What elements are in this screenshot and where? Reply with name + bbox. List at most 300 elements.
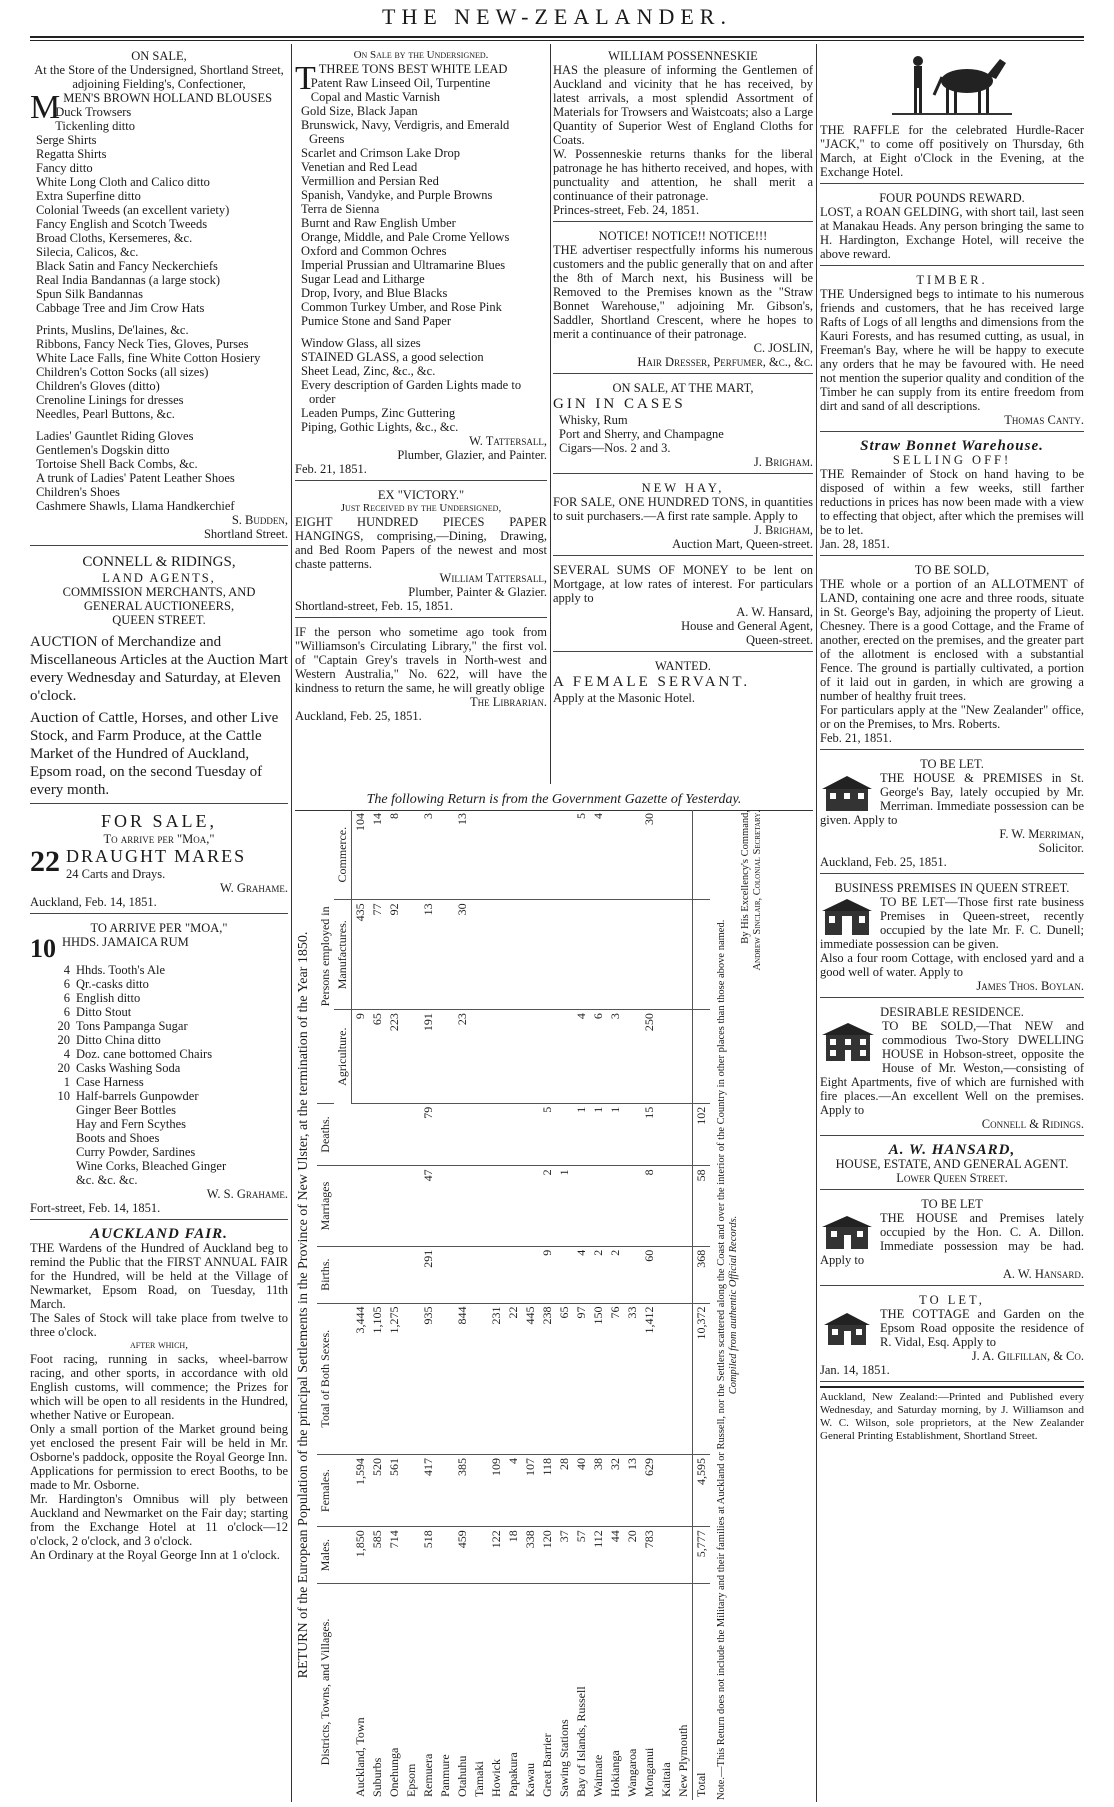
table-cell [369, 1103, 386, 1166]
table-title: RETURN of the European Population of the principal Settlements in the Province of New Ulster, at the termination of the Year 1850. [296, 931, 311, 1679]
table-cell [607, 810, 624, 900]
ad-date: Shortland-street, Feb. 15, 1851. [295, 599, 453, 613]
table-cell [352, 1166, 370, 1246]
list-item: Scarlet and Crimson Lake Drop [301, 146, 460, 160]
table-cell [505, 1166, 522, 1246]
table-cell: 37 [556, 1527, 573, 1584]
ad-paragraph: FOR SALE, ONE HUNDRED TONS, in quantities to suit purchasers.—A first rate sample. Apply to [553, 495, 813, 523]
list-item: Ribbons, Fancy Neck Ties, Gloves, Purses [36, 337, 249, 351]
list-item: Venetian and Red Lead [301, 160, 418, 174]
column-4 [820, 46, 1084, 1801]
table-cell: 40 [573, 1454, 590, 1526]
table-cell: 629 [641, 1454, 658, 1526]
list-item: Fancy English and Scotch Tweeds [36, 217, 208, 231]
ad-budden [30, 46, 288, 546]
column-divider [550, 44, 551, 784]
ad-paragraph: EIGHT HUNDRED PIECES PAPER HANGINGS, comprising,—Dining, Drawing, and Bed Room Papers of the newest and most chaste patterns. [295, 515, 547, 571]
column-divider [816, 44, 817, 1802]
table-cell [403, 1010, 420, 1104]
table-cell-district: Tamaki [472, 1761, 486, 1797]
table-cell [522, 1010, 539, 1104]
table-cell: 561 [386, 1454, 403, 1526]
table-cell [471, 1303, 488, 1454]
table-cell-district: Onehunga [387, 1747, 401, 1797]
ad-paragraph: Apply at the Masonic Hotel. [553, 691, 695, 705]
table-cell [675, 1303, 693, 1454]
table-cell: 44 [607, 1527, 624, 1584]
table-cell [437, 810, 454, 900]
list-item: Cashmere Shawls, Llama Handkerchief [36, 499, 235, 513]
table-cell [471, 1246, 488, 1303]
population-table-rotated [295, 810, 813, 1800]
ad-rum [30, 918, 288, 1220]
table-cell: 9 [539, 1246, 556, 1303]
signature-title: Hair Dresser, Perfumer, &c., &c. [637, 355, 813, 369]
table-cell [624, 1246, 641, 1303]
list-item: Gold Size, Black Japan [301, 104, 418, 118]
table-cell: 97 [573, 1303, 590, 1454]
table-cell [505, 1010, 522, 1104]
table-row [641, 810, 658, 1800]
list-item: Terra de Sienna [301, 202, 380, 216]
ad-notice-joslin [553, 226, 813, 374]
ad-title: TO BE LET [921, 1197, 983, 1211]
ad-line: GENERAL AUCTIONEERS, [83, 599, 235, 613]
ad-paragraph: LOST, a ROAN GELDING, with short tail, last seen at Manakau Heads. Any person bringing the same to H. Hardington, Exchange Hotel, will receive the above reward. [820, 205, 1084, 261]
list-item: Cabbage Tree and Jim Crow Hats [36, 301, 205, 315]
ad-paragraph: Auction of Cattle, Horses, and other Live Stock, and Farm Produce, at the Cattle Market of the Hundred of Auckland, Epsom road, on the second Tuesday of every month. [30, 710, 279, 798]
ad-paragraph: THE Undersigned begs to intimate to his numerous friends and customers, that he has received large Rafts of Logs of all lengths and dimensions from the Kauri Forests, and has resumed cutting, as usual, in Freeman's Bay, where he will be happy to execute any orders that he may be favoured with. He need not mention the superior quality and condition of the Timber he can supply from its entire freedom from dirt and sand of all descriptions. [820, 287, 1084, 413]
table-cell: 38 [590, 1454, 607, 1526]
table-cell-district: Great Barrier [540, 1733, 554, 1797]
list-item: Serge Shirts [36, 133, 97, 147]
total-males: 5,777 [693, 1527, 711, 1584]
table-cell: 109 [488, 1454, 505, 1526]
table-cell [624, 810, 641, 900]
list-item: Fancy ditto [36, 161, 93, 175]
table-cell [607, 1166, 624, 1246]
signature: S. Budden, [231, 513, 288, 527]
ad-paragraph: THE whole or a portion of an ALLOTMENT of LAND, containing one acre and three roods, situate in St. George's Bay, adjoining the property of Lieut. Chesney. There is a good Cottage, and the Frame of another, erected on the premises, and the greater part of the allotment is enclosed with a substantial Fence. The ground is partially cultivated, a portion of it laid out in garden, in which are growing a number of healthy fruit trees. [820, 577, 1084, 703]
list-item: A trunk of Ladies' Patent Leather Shoes [36, 471, 235, 485]
table-cell [556, 1010, 573, 1104]
list-item: Colonial Tweeds (an excellent variety) [36, 203, 230, 217]
ad-paragraph: IF the person who sometime ago took from "Williamson's Circulating Library," the first vol. of "Captain Grey's travels in North-west and Western Australia," No. 622, will have the kindness to return the same, he will greatly oblige [295, 625, 547, 695]
table-cell: 783 [641, 1527, 658, 1584]
table-cell [437, 1454, 454, 1526]
ad-straw-bonnet [820, 436, 1084, 556]
ad-paragraph: W. Possenneskie returns thanks for the liberal patronage he has hitherto received, and hopes, with punctuality and attention, he shall merit a continuance of their patronage. [553, 147, 813, 203]
col-header-deaths: Deaths. [317, 1103, 352, 1166]
list-item: Every description of Garden Lights made to order [301, 378, 522, 406]
list-item [30, 1005, 288, 1019]
list-item: Vermillion and Persian Red [301, 174, 439, 188]
ad-gin [553, 378, 813, 474]
ad-hansard [820, 1140, 1084, 1190]
signature: C. JOSLIN, [753, 341, 813, 355]
item-quantity: 10 [57, 1089, 70, 1103]
col-header-district: Districts, Towns, and Villages. [318, 1618, 332, 1766]
list-item [30, 977, 288, 991]
ad-heading: On Sale by the Undersigned. [353, 49, 489, 61]
table-row [505, 810, 522, 1800]
ad-paragraph: HAS the pleasure of informing the Gentlemen of Auckland and vicinity that he has received, by latest arrivals, a most splendid Assortment of Materials for Trowsers and Waistcoats; also a Large Quantity of Superior West of England Cloths for Coats. [553, 63, 813, 147]
table-cell [624, 900, 641, 1010]
item-text: Half-barrels Gunpowder [76, 1089, 199, 1103]
signature: A. W. Hansard, [736, 605, 813, 619]
list-item: Black Satin and Fancy Neckerchiefs [36, 259, 218, 273]
list-item: Needles, Pearl Buttons, &c. [36, 407, 175, 421]
ad-date: Feb. 21, 1851. [295, 462, 367, 476]
ad-title: AUCKLAND FAIR. [90, 1226, 228, 1242]
ad-title: NOTICE! NOTICE!! NOTICE!!! [598, 229, 768, 243]
table-cell: 8 [386, 810, 403, 900]
signature-title: Plumber, Glazier, and Painter. [397, 448, 547, 462]
table-note: Note.—This Return does not include the Military and their families at Auckland or Russell, nor the Settlers scattered along the Coast and over the interior of the Country in other places than those above named. [716, 919, 727, 1800]
table-cell [658, 1303, 675, 1454]
item-text: Hhds. Tooth's Ale [76, 963, 166, 977]
table-cell: 1,850 [352, 1527, 370, 1584]
ad-date: Auckland, Feb. 25, 1851. [820, 855, 947, 869]
house-illustration [820, 773, 874, 813]
signature: J. Brigham. [753, 455, 813, 469]
list-item: Burnt and Raw English Umber [301, 216, 456, 230]
list-item: Duck Trowsers [55, 105, 132, 119]
table-cell [624, 1010, 641, 1104]
table-cell [488, 1010, 505, 1104]
column-1 [30, 46, 288, 1801]
table-cell: 30 [454, 900, 471, 1010]
total-marriages: 58 [693, 1166, 711, 1246]
table-cell [556, 1246, 573, 1303]
table-cell-district: Hokianga [608, 1750, 622, 1797]
list-item [30, 1131, 288, 1145]
item-text: &c. &c. &c. [76, 1173, 138, 1187]
table-cell [658, 1454, 675, 1526]
table-cell-district: Sawing Stations [557, 1719, 571, 1797]
item-quantity: 4 [63, 963, 70, 977]
table-cell [658, 1166, 675, 1246]
table-signature: Andrew Sinclair, Colonial Secretary. [752, 810, 763, 971]
table-cell: 1 [607, 1103, 624, 1166]
ad-number: 22 [30, 846, 60, 878]
table-cell: 585 [369, 1527, 386, 1584]
goods-list [30, 963, 288, 1187]
table-cell: 445 [522, 1303, 539, 1454]
ad-number: 10 [30, 935, 56, 963]
table-cell: 22 [505, 1303, 522, 1454]
table-row [556, 810, 573, 1800]
table-cell: 1,412 [641, 1303, 658, 1454]
list-item: Orange, Middle, and Pale Crome Yellows [301, 230, 510, 244]
table-cell [539, 1010, 556, 1104]
table-row [658, 810, 675, 1800]
table-cell: 13 [454, 810, 471, 900]
ad-title: DESIRABLE RESIDENCE. [880, 1005, 1024, 1019]
table-cell [403, 1166, 420, 1246]
table-cell: 1,275 [386, 1303, 403, 1454]
table-row [369, 810, 386, 1800]
ad-raffle [820, 46, 1084, 184]
table-cell: 65 [556, 1303, 573, 1454]
house-illustration [820, 897, 874, 937]
table-cell: 92 [386, 900, 403, 1010]
table-compiled: Compiled from authentic Official Records. [728, 1215, 739, 1395]
signature: William Tattersall, [439, 571, 547, 585]
table-cell: 5 [573, 810, 590, 900]
goods-list [30, 323, 288, 421]
table-cell [403, 1103, 420, 1166]
ad-money-lent [553, 560, 813, 652]
table-cell: 8 [641, 1166, 658, 1246]
list-item: Children's Cotton Socks (all sizes) [36, 365, 209, 379]
ad-line: COMMISSION MERCHANTS, AND [62, 585, 256, 599]
list-item: Silecia, Calicos, &c. [36, 245, 139, 259]
table-cell: 4 [505, 1454, 522, 1526]
list-item [30, 1103, 288, 1117]
ad-title: TO BE LET. [920, 757, 984, 771]
item-text: Boots and Shoes [76, 1131, 160, 1145]
list-item: Sugar Lead and Litharge [301, 272, 425, 286]
list-item: Window Glass, all sizes [301, 336, 421, 350]
ad-reward [820, 188, 1084, 266]
col-header-marriages: Marriages [317, 1166, 352, 1246]
table-row [573, 810, 590, 1800]
table-cell [488, 900, 505, 1010]
ad-title: FOR SALE, [100, 811, 217, 831]
ad-title: TO ARRIVE PER "MOA," [90, 921, 228, 935]
list-item: Prints, Muslins, De'laines, &c. [36, 323, 189, 337]
ad-lead: MMEN'S BROWN HOLLAND BLOUSES [30, 89, 273, 126]
table-cell: 76 [607, 1303, 624, 1454]
ad-paragraph: TO BE LET—Those first rate business Premises in Queen-street, recently occupied by the late Mr. F. C. Dunell; immediate possession can be given. [820, 895, 1084, 951]
list-item: STAINED GLASS, a good selection [301, 350, 484, 364]
signature-title: House and General Agent, [681, 619, 813, 633]
ad-address: Lower Queen Street. [896, 1171, 1008, 1185]
col-header-agriculture: Agriculture. [334, 1010, 352, 1104]
list-item: White Long Cloth and Calico ditto [36, 175, 210, 189]
list-item: Children's Shoes [36, 485, 120, 499]
table-cell [675, 1166, 693, 1246]
ad-date: Auckland, Feb. 14, 1851. [30, 895, 157, 909]
horse-racer-illustration [892, 49, 1012, 119]
ad-land-sale [820, 560, 1084, 750]
population-table [317, 810, 710, 1800]
ad-connell-ridings [30, 550, 288, 804]
goods-list [30, 429, 288, 513]
table-cell [471, 810, 488, 900]
table-cell: 4 [573, 1246, 590, 1303]
item-text: Ditto China ditto [76, 1033, 161, 1047]
list-item: Drop, Ivory, and Blue Blacks [301, 286, 448, 300]
total-agriculture [693, 1010, 711, 1104]
signature: The Librarian. [469, 695, 547, 709]
table-cell: 2 [590, 1246, 607, 1303]
table-cell [522, 1246, 539, 1303]
table-row [386, 810, 403, 1800]
table-cell-district: Papakura [506, 1752, 520, 1797]
table-cell [607, 900, 624, 1010]
list-item [30, 1061, 288, 1075]
table-cell: 1,105 [369, 1303, 386, 1454]
table-cell [658, 1103, 675, 1166]
table-cell [590, 900, 607, 1010]
ad-paragraph: SEVERAL SUMS OF MONEY to be lent on Mortgage, at low rates of interest. For particulars apply to [553, 563, 813, 605]
list-item [30, 1019, 288, 1033]
table-cell [658, 1246, 675, 1303]
table-cell [403, 900, 420, 1010]
table-row [522, 810, 539, 1800]
table-cell [488, 810, 505, 900]
list-item: Leaden Pumps, Zinc Guttering [301, 406, 456, 420]
ad-paragraph: The Sales of Stock will take place from twelve to three o'clock. [30, 1311, 288, 1339]
table-cell [403, 810, 420, 900]
table-cell-district: Panmure [438, 1754, 452, 1797]
ad-desirable-residence [820, 1002, 1084, 1136]
table-cell-district: Suburbs [370, 1757, 384, 1797]
table-cell: 122 [488, 1527, 505, 1584]
item-quantity: 1 [63, 1075, 70, 1089]
list-item [30, 963, 288, 977]
signature: James Thos. Boylan. [976, 979, 1084, 993]
table-cell [675, 1010, 693, 1104]
table-cell [522, 900, 539, 1010]
table-row [675, 810, 693, 1800]
signature: Thomas Canty. [1004, 413, 1084, 427]
ad-title: EX "VICTORY." [377, 488, 465, 502]
total-commerce [693, 810, 711, 900]
list-item: Pumice Stone and Sand Paper [301, 314, 451, 328]
table-total-row [693, 810, 711, 1800]
table-cell [505, 810, 522, 900]
list-item [30, 1033, 288, 1047]
ad-ex-victory [295, 485, 547, 618]
list-item: Copal and Mastic Varnish [310, 90, 441, 104]
item-text: Ginger Beer Bottles [76, 1103, 176, 1117]
population-return [295, 790, 813, 1800]
list-item: Oxford and Common Ochres [301, 244, 447, 258]
item-text: Wine Corks, Bleached Ginger [76, 1159, 227, 1173]
list-item [30, 1047, 288, 1061]
table-cell [675, 1246, 693, 1303]
list-item: Broad Cloths, Kersemeres, &c. [36, 231, 193, 245]
table-cell: 3 [607, 1010, 624, 1104]
item-text: Casks Washing Soda [76, 1061, 181, 1075]
ad-lead: GIN IN CASES [553, 396, 686, 412]
item-text: Tons Pampanga Sugar [76, 1019, 188, 1033]
table-cell-district: Kawau [523, 1763, 537, 1797]
table-cell [386, 1246, 403, 1303]
table-cell [624, 1103, 641, 1166]
table-cell: 23 [454, 1010, 471, 1104]
signature: W. Tattersall, [469, 434, 547, 448]
signature: A. W. Hansard. [1002, 1267, 1084, 1281]
table-cell [658, 900, 675, 1010]
table-cell: 1 [590, 1103, 607, 1166]
item-quantity: 20 [57, 1061, 70, 1075]
table-cell: 1,594 [352, 1454, 370, 1526]
table-cell [369, 1246, 386, 1303]
table-cell: 223 [386, 1010, 403, 1104]
table-cell [471, 1166, 488, 1246]
total-both: 10,372 [693, 1303, 711, 1454]
total-manufactures [693, 900, 711, 1010]
signature-address: Shortland Street. [203, 527, 288, 541]
list-item: Real India Bandannas (a large stock) [36, 273, 221, 287]
list-item: Brunswick, Navy, Verdigris, and Emerald Greens [301, 118, 510, 146]
signature: W. Grahame. [219, 881, 288, 895]
table-cell-district: New Plymouth [676, 1724, 690, 1797]
table-cell [641, 900, 658, 1010]
col-header-males: Males. [317, 1527, 352, 1584]
table-cell-district: Waimate [591, 1754, 605, 1797]
item-quantity: 20 [57, 1033, 70, 1047]
list-item [30, 991, 288, 1005]
col-header-manufactures: Manufactures. [334, 900, 352, 1010]
ad-line: LAND AGENTS, [102, 571, 216, 585]
list-item: Spun Silk Bandannas [36, 287, 143, 301]
ad-heading: ON SALE, [131, 49, 187, 63]
table-cell [675, 1527, 693, 1584]
table-cell [539, 810, 556, 900]
ad-line: QUEEN STREET. [112, 613, 206, 627]
item-text: Hay and Fern Scythes [76, 1117, 187, 1131]
table-cell: 104 [352, 810, 370, 900]
table-cell: 844 [454, 1303, 471, 1454]
table-cell [454, 1246, 471, 1303]
table-row [539, 810, 556, 1800]
list-item: Crenoline Linings for dresses [36, 393, 184, 407]
ad-subtitle: SELLING OFF! [892, 453, 1012, 467]
ad-paragraph: THE Remainder of Stock on hand having to be disposed of within a few weeks, still farther reductions in prices has now been made with a view to effecting that object, after which the premises will be to let. [820, 467, 1084, 537]
table-cell: 120 [539, 1527, 556, 1584]
signature-title: Plumber, Painter & Glazier. [408, 585, 547, 599]
signature-title: Solicitor. [1038, 841, 1084, 855]
ad-title: TO LET, [919, 1293, 985, 1307]
table-cell [488, 1103, 505, 1166]
table-cell-district: Otahuhu [455, 1755, 469, 1797]
table-cell [403, 1303, 420, 1454]
table-cell: 250 [641, 1010, 658, 1104]
imprint: Auckland, New Zealand:—Printed and Published every Wednesday, and Saturday morning, by J. Williamson and W. C. Wilson, sole proprietors, at the New Zealander General Printing Establishment, Shortland Street. [820, 1386, 1084, 1443]
ad-title: NEW HAY, [641, 481, 725, 495]
table-row [420, 810, 437, 1800]
table-cell: 18 [505, 1527, 522, 1584]
table-cell-district: Remuera [421, 1753, 435, 1797]
table-cell: 2 [607, 1246, 624, 1303]
list-item: Gentlemen's Dogskin ditto [36, 443, 170, 457]
table-cell: 57 [573, 1527, 590, 1584]
table-cell: 417 [420, 1454, 437, 1526]
list-item [30, 1159, 288, 1173]
item-quantity: 6 [63, 991, 70, 1005]
item-text: English ditto [76, 991, 141, 1005]
list-item [30, 1173, 288, 1187]
table-cell: 3,444 [352, 1303, 370, 1454]
ad-date: Princes-street, Feb. 24, 1851. [553, 203, 700, 217]
table-cell: 30 [641, 810, 658, 900]
ad-date: Jan. 14, 1851. [820, 1363, 890, 1377]
list-item: Port and Sherry, and Champagne [559, 427, 724, 441]
signature: F. W. Merriman, [999, 827, 1084, 841]
list-item [30, 1075, 288, 1089]
table-cell: 191 [420, 1010, 437, 1104]
table-row [624, 810, 641, 1800]
table-cell: 291 [420, 1246, 437, 1303]
table-cell [505, 1103, 522, 1166]
table-cell: 15 [641, 1103, 658, 1166]
list-item: Whisky, Rum [559, 413, 628, 427]
